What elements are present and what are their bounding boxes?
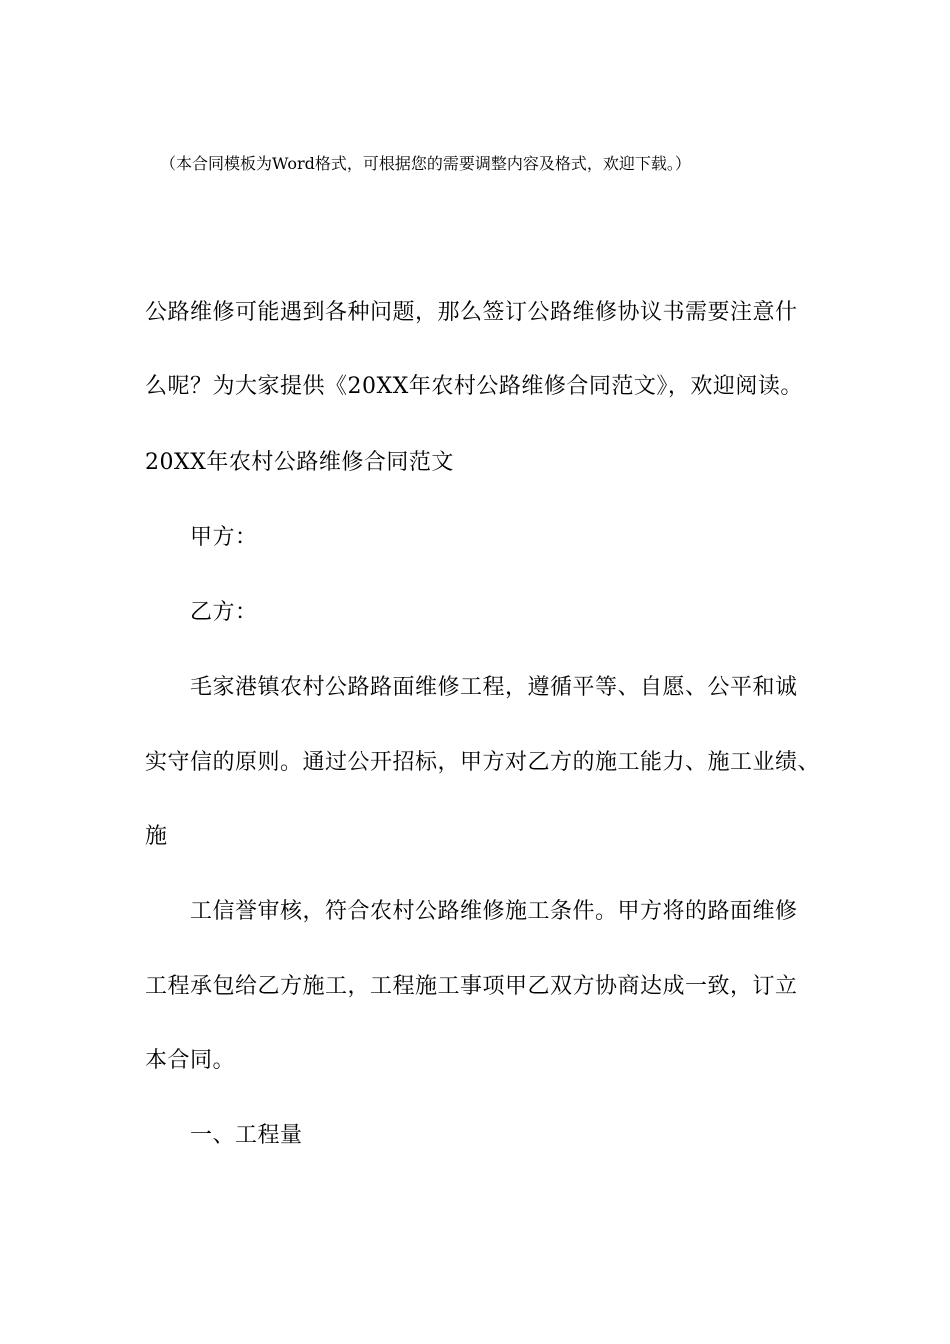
document-title: 20XX年农村公路维修合同范文 bbox=[145, 450, 454, 475]
party-a-label: 甲方： bbox=[190, 525, 258, 550]
paragraph-1-line-3: 施 bbox=[145, 824, 168, 849]
section-1-heading: 一、工程量 bbox=[190, 1123, 303, 1148]
paragraph-1-line-1: 毛家港镇农村公路路面维修工程，遵循平等、自愿、公平和诚 bbox=[190, 675, 798, 700]
paragraph-2-line-3: 本合同。 bbox=[145, 1048, 236, 1073]
paragraph-1-line-2: 实守信的原则。通过公开招标，甲方对乙方的施工能力、施工业绩、 bbox=[145, 750, 821, 775]
intro-line-1: 公路维修可能遇到各种问题，那么签订公路维修协议书需要注意什 bbox=[145, 300, 798, 325]
party-b-label: 乙方： bbox=[190, 600, 258, 625]
paragraph-2-line-2: 工程承包给乙方施工，工程施工事项甲乙双方协商达成一致，订立 bbox=[145, 974, 798, 999]
paragraph-2-line-1: 工信誉审核，符合农村公路维修施工条件。甲方将的路面维修 bbox=[190, 899, 798, 924]
template-note: （本合同模板为Word格式，可根据您的需要调整内容及格式，欢迎下载。） bbox=[160, 154, 691, 173]
intro-line-2: 么呢？为大家提供《20XX年农村公路维修合同范文》，欢迎阅读。 bbox=[145, 374, 803, 399]
